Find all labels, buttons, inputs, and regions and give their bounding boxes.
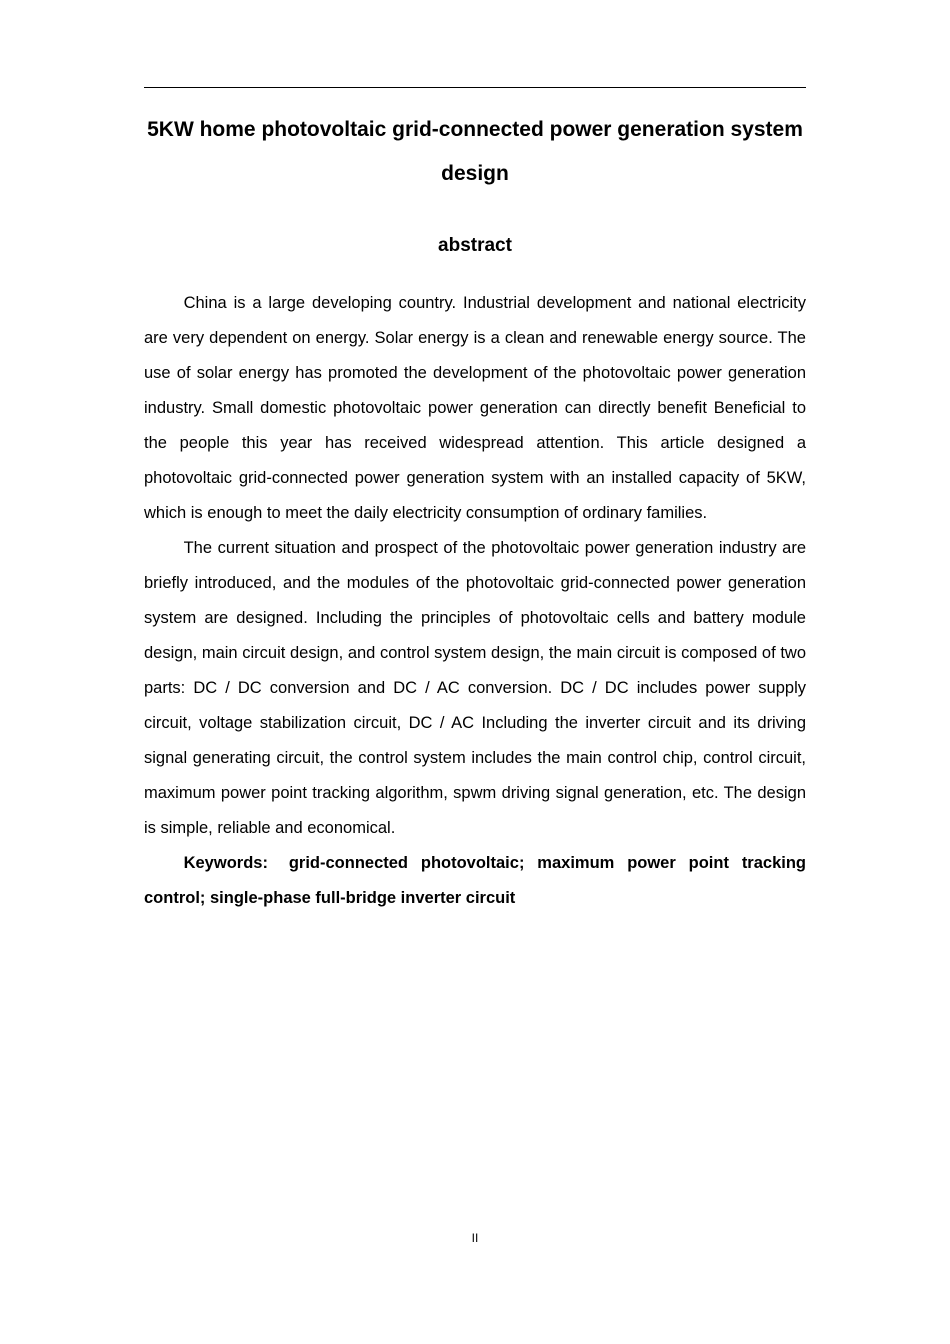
abstract-body — [144, 286, 806, 916]
keywords-label: Keywords: — [183, 854, 268, 872]
page-number: II — [471, 1231, 479, 1245]
abstract-heading: abstract — [438, 235, 512, 256]
keywords-text: grid-connected photovoltaic; maximum power point tracking control; single-phase full-bridge inverter circuit — [144, 854, 807, 907]
header-rule — [144, 87, 806, 88]
abstract-paragraph-1: China is a large developing country. Industrial development and national electricity are very dependent on energy. Solar energy is a clean and renewable energy source. The use of solar energy has promoted the development of the photovoltaic power generation industry. Small domestic photovoltaic power generation can directly benefit Beneficial to the people this year has received widespread attention. This article designed a photovoltaic grid-connected power generation system with an installed capacity of 5KW, which is enough to meet the daily electricity consumption of ordinary families. — [144, 294, 806, 522]
keywords-line — [144, 846, 806, 916]
abstract-paragraph-2: The current situation and prospect of the photovoltaic power generation industry are briefly introduced, and the modules of the photovoltaic grid-connected power generation system are designed. Including the principles of photovoltaic cells and battery module design, main circuit design, and control system design, the main circuit is composed of two parts: DC / DC conversion and DC / AC conversion. DC / DC includes power supply circuit, voltage stabilization circuit, DC / AC Including the inverter circuit and its driving signal generating circuit, the control system includes the main control chip, control circuit, maximum power point tracking algorithm, spwm driving signal generation, etc. The design is simple, reliable and economical. — [144, 539, 806, 837]
document-title: 5KW home photovoltaic grid-connected power generation system design — [147, 118, 803, 185]
